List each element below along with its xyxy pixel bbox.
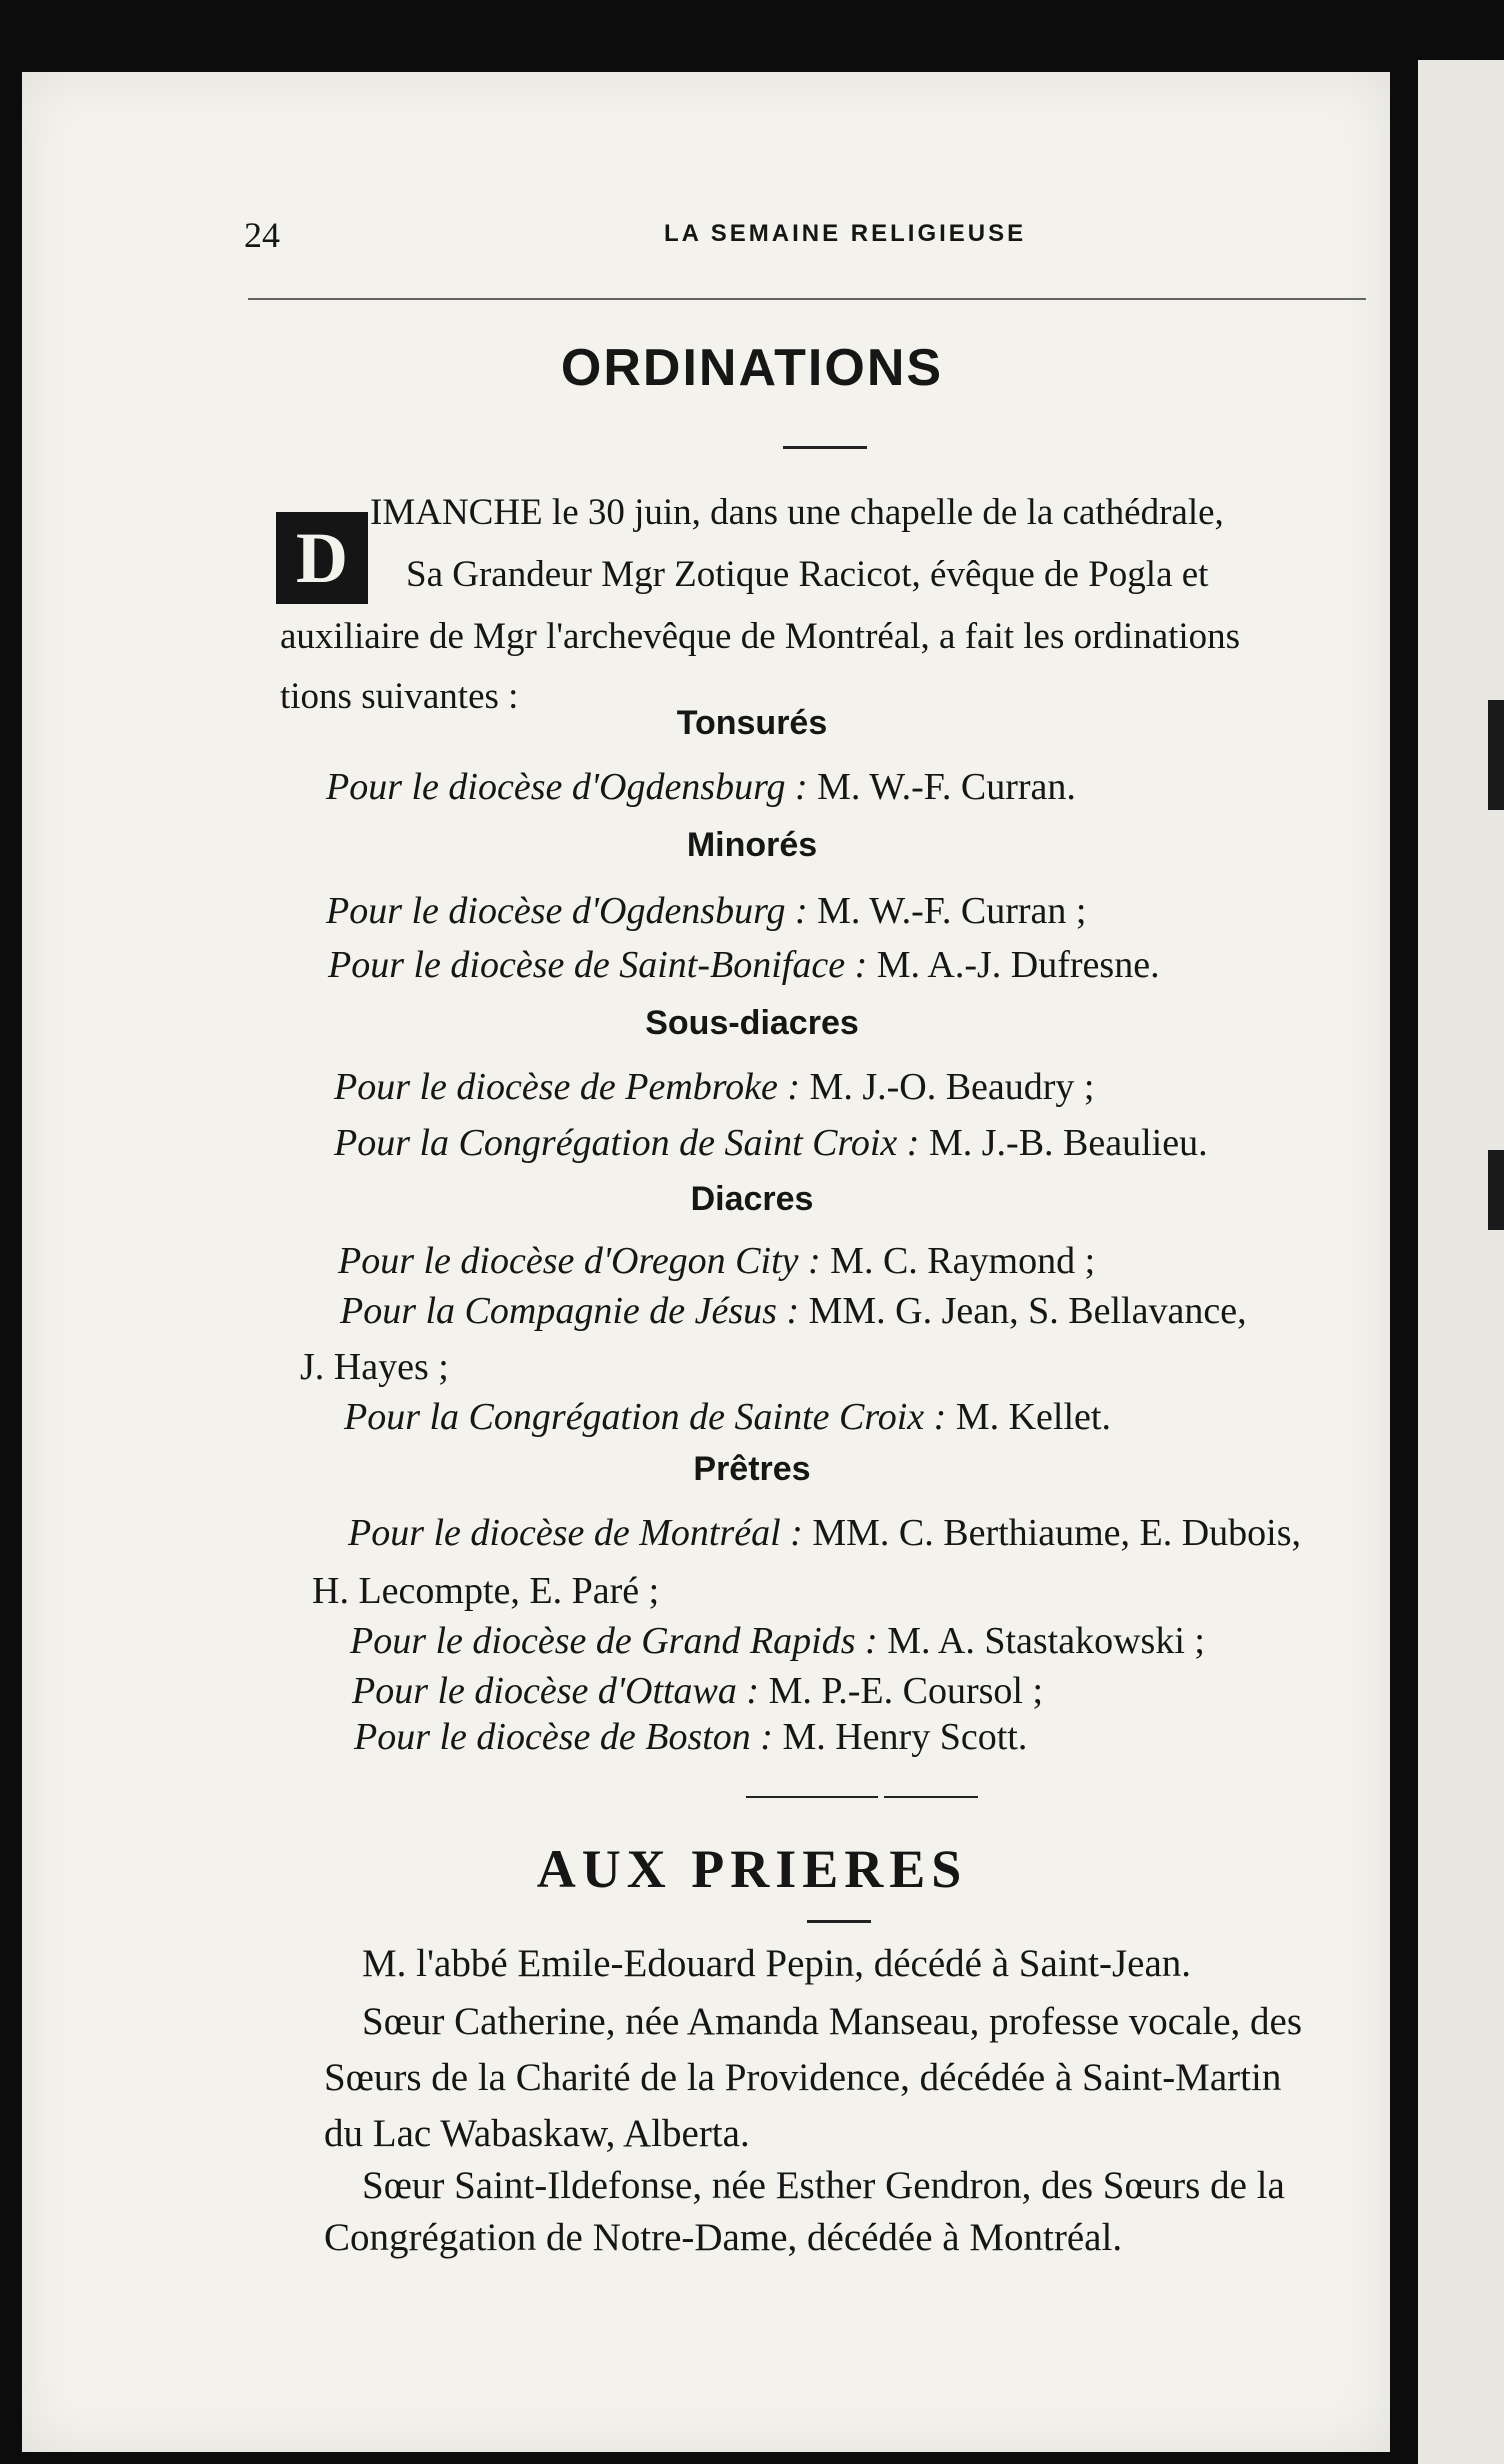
prayer-line: M. l'abbé Emile-Edouard Pepin, décédé à Saint-Jean. [362, 1942, 1191, 1985]
header-rule [248, 298, 1366, 300]
prayer-line: Congrégation de Notre-Dame, décédée à Montréal. [324, 2216, 1123, 2259]
title-rule [807, 1920, 871, 1923]
entry-diocese: Pour le diocèse de Montréal : [348, 1512, 803, 1554]
entry-names: M. J.-B. Beaulieu. [928, 1122, 1208, 1164]
prayer-line: Sœurs de la Charité de la Providence, décédée à Saint-Martin [324, 2056, 1282, 2099]
prayer-line: Sœur Catherine, née Amanda Manseau, professe vocale, des [362, 2000, 1303, 2043]
entry-diocese: Pour la Congrégation de Sainte Croix : [344, 1396, 947, 1438]
entry-diocese: Pour le diocèse d'Ottawa : [352, 1670, 760, 1712]
ordination-entry [348, 1514, 1301, 1552]
prayer-line: Sœur Saint-Ildefonse, née Esther Gendron, des Sœurs de la [362, 2164, 1285, 2207]
entry-diocese: Pour le diocèse de Saint-Boniface : [328, 944, 868, 986]
entry-diocese: Pour le diocèse de Grand Rapids : [350, 1620, 878, 1662]
ordination-entry [352, 1672, 1043, 1710]
entry-diocese: Pour le diocèse de Boston : [354, 1716, 773, 1758]
section-heading-pretres: Prêtres [693, 1450, 811, 1488]
entry-diocese: Pour le diocèse de Pembroke : [334, 1066, 801, 1108]
title-rule [783, 446, 867, 449]
ordination-entry [340, 1292, 1247, 1330]
section-heading-tonsures: Tonsurés [676, 704, 828, 742]
section-heading-sous-diacres: Sous-diacres [645, 1004, 859, 1042]
ordination-entry [334, 1124, 1208, 1162]
entry-continuation: J. Hayes ; [300, 1346, 449, 1388]
ordination-entry [334, 1068, 1095, 1106]
page-header [0, 214, 1504, 254]
ordination-entry [344, 1398, 1111, 1436]
entry-diocese: Pour la Congrégation de Saint Croix : [334, 1122, 920, 1164]
ordination-entry [328, 946, 1160, 984]
intro-line: auxiliaire de Mgr l'archevêque de Montréal, a fait les ordinations [280, 616, 1241, 657]
intro-line: IMANCHE le 30 juin, dans une chapelle de la cathédrale, [370, 492, 1224, 533]
entry-diocese: Pour le diocèse d'Oregon City : [338, 1240, 821, 1282]
ordination-entry [354, 1718, 1027, 1756]
intro-line: Sa Grandeur Mgr Zotique Racicot, évêque de Pogla et [406, 554, 1209, 595]
prayer-line: du Lac Wabaskaw, Alberta. [324, 2112, 750, 2155]
entry-names: M. J.-O. Beaudry ; [809, 1066, 1095, 1108]
page-number: 24 [244, 215, 280, 255]
ordination-entry [350, 1622, 1205, 1660]
running-title: LA SEMAINE RELIGIEUSE [664, 220, 1027, 247]
entry-names: MM. C. Berthiaume, E. Dubois, [812, 1512, 1302, 1554]
adjacent-page-edge [1418, 60, 1504, 2464]
drop-cap: D [276, 512, 368, 604]
entry-diocese: Pour le diocèse d'Ogdensburg : [326, 766, 808, 808]
entry-diocese: Pour la Compagnie de Jésus : [340, 1290, 800, 1332]
ordinations-title: ORDINATIONS [560, 339, 944, 397]
ordination-entry [326, 892, 1086, 930]
entry-names: M. C. Raymond ; [830, 1240, 1096, 1282]
entry-names: M. Henry Scott. [782, 1716, 1028, 1758]
ordination-entry [338, 1242, 1095, 1280]
entry-continuation: H. Lecompte, E. Paré ; [312, 1570, 660, 1612]
section-divider [884, 1796, 978, 1798]
entry-names: M. W.-F. Curran ; [817, 890, 1087, 932]
entry-names: MM. G. Jean, S. Bellavance, [808, 1290, 1247, 1332]
entry-diocese: Pour le diocèse d'Ogdensburg : [326, 890, 808, 932]
entry-names: M. A.-J. Dufresne. [876, 944, 1160, 986]
section-heading-diacres: Diacres [690, 1180, 814, 1218]
entry-names: M. P.-E. Coursol ; [768, 1670, 1044, 1712]
entry-names: M. W.-F. Curran. [817, 766, 1076, 808]
entry-names: M. A. Stastakowski ; [887, 1620, 1205, 1662]
ordination-entry [326, 768, 1076, 806]
section-divider [746, 1796, 878, 1798]
section-heading-minores: Minorés [686, 826, 818, 864]
entry-names: M. Kellet. [955, 1396, 1111, 1438]
prayers-title: AUX PRIERES [536, 1839, 968, 1899]
intro-line: tions suivantes : [280, 676, 519, 717]
